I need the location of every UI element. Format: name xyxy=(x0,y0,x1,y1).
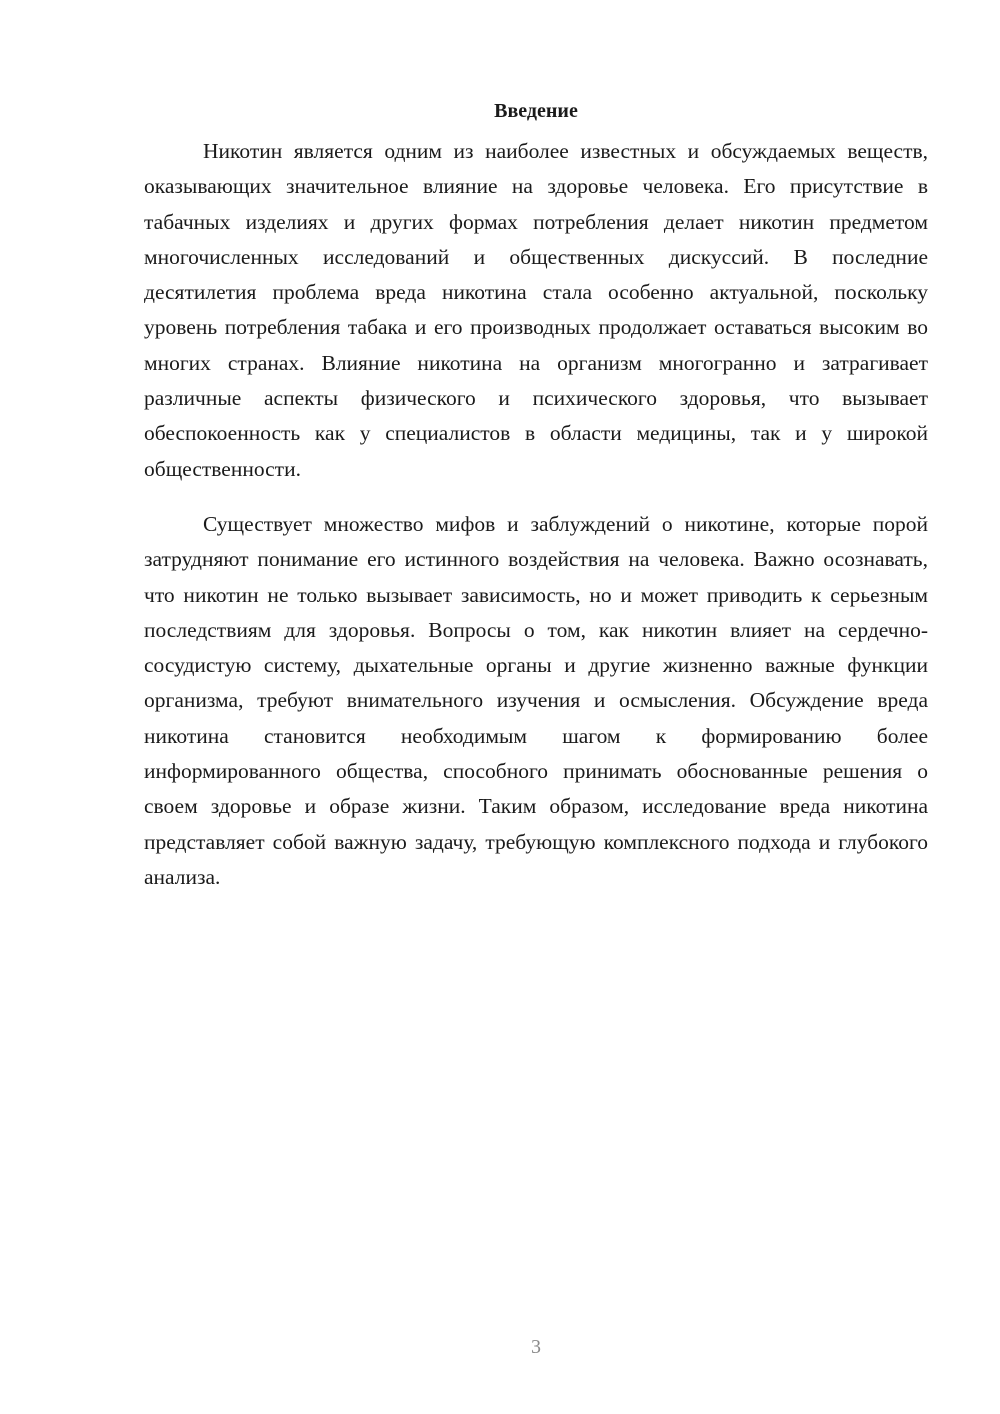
paragraph-1: Никотин является одним из наиболее известных и обсуждаемых веществ, оказывающих значительное влияние на здоровье человека. Его присутствие в табачных изделиях и других формах потребления делает никотин предметом многочисленных исследований и общественных дискуссий. В последние десятилетия проблема вреда никотина стала особенно актуальной, поскольку уровень потребления табака и его производных продолжает оставаться высоким во многих странах. Влияние никотина на организм многогранно и затрагивает различные аспекты физического и психического здоровья, что вызывает обеспокоенность как у специалистов в области медицины, так и у широкой общественности. xyxy=(144,139,928,481)
section-heading: Введение xyxy=(494,100,578,122)
page-number: 3 xyxy=(531,1336,541,1358)
paragraph-2: Существует множество мифов и заблуждений о никотине, которые порой затрудняют понимание его истинного воздействия на человека. Важно осознавать, что никотин не только вызывает зависимость, но и может приводить к серьезным последствиям для здоровья. Вопросы о том, как никотин влияет на сердечно-сосудистую систему, дыхательные органы и другие жизненно важные функции организма, требуют внимательного изучения и осмысления. Обсуждение вреда никотина становится необходимым шагом к формированию более информированного общества, способного принимать обоснованные решения о своем здоровье и образе жизни. Таким образом, исследование вреда никотина представляет собой важную задачу, требующую комплексного подхода и глубокого анализа. xyxy=(144,511,928,889)
page-content xyxy=(144,96,928,895)
